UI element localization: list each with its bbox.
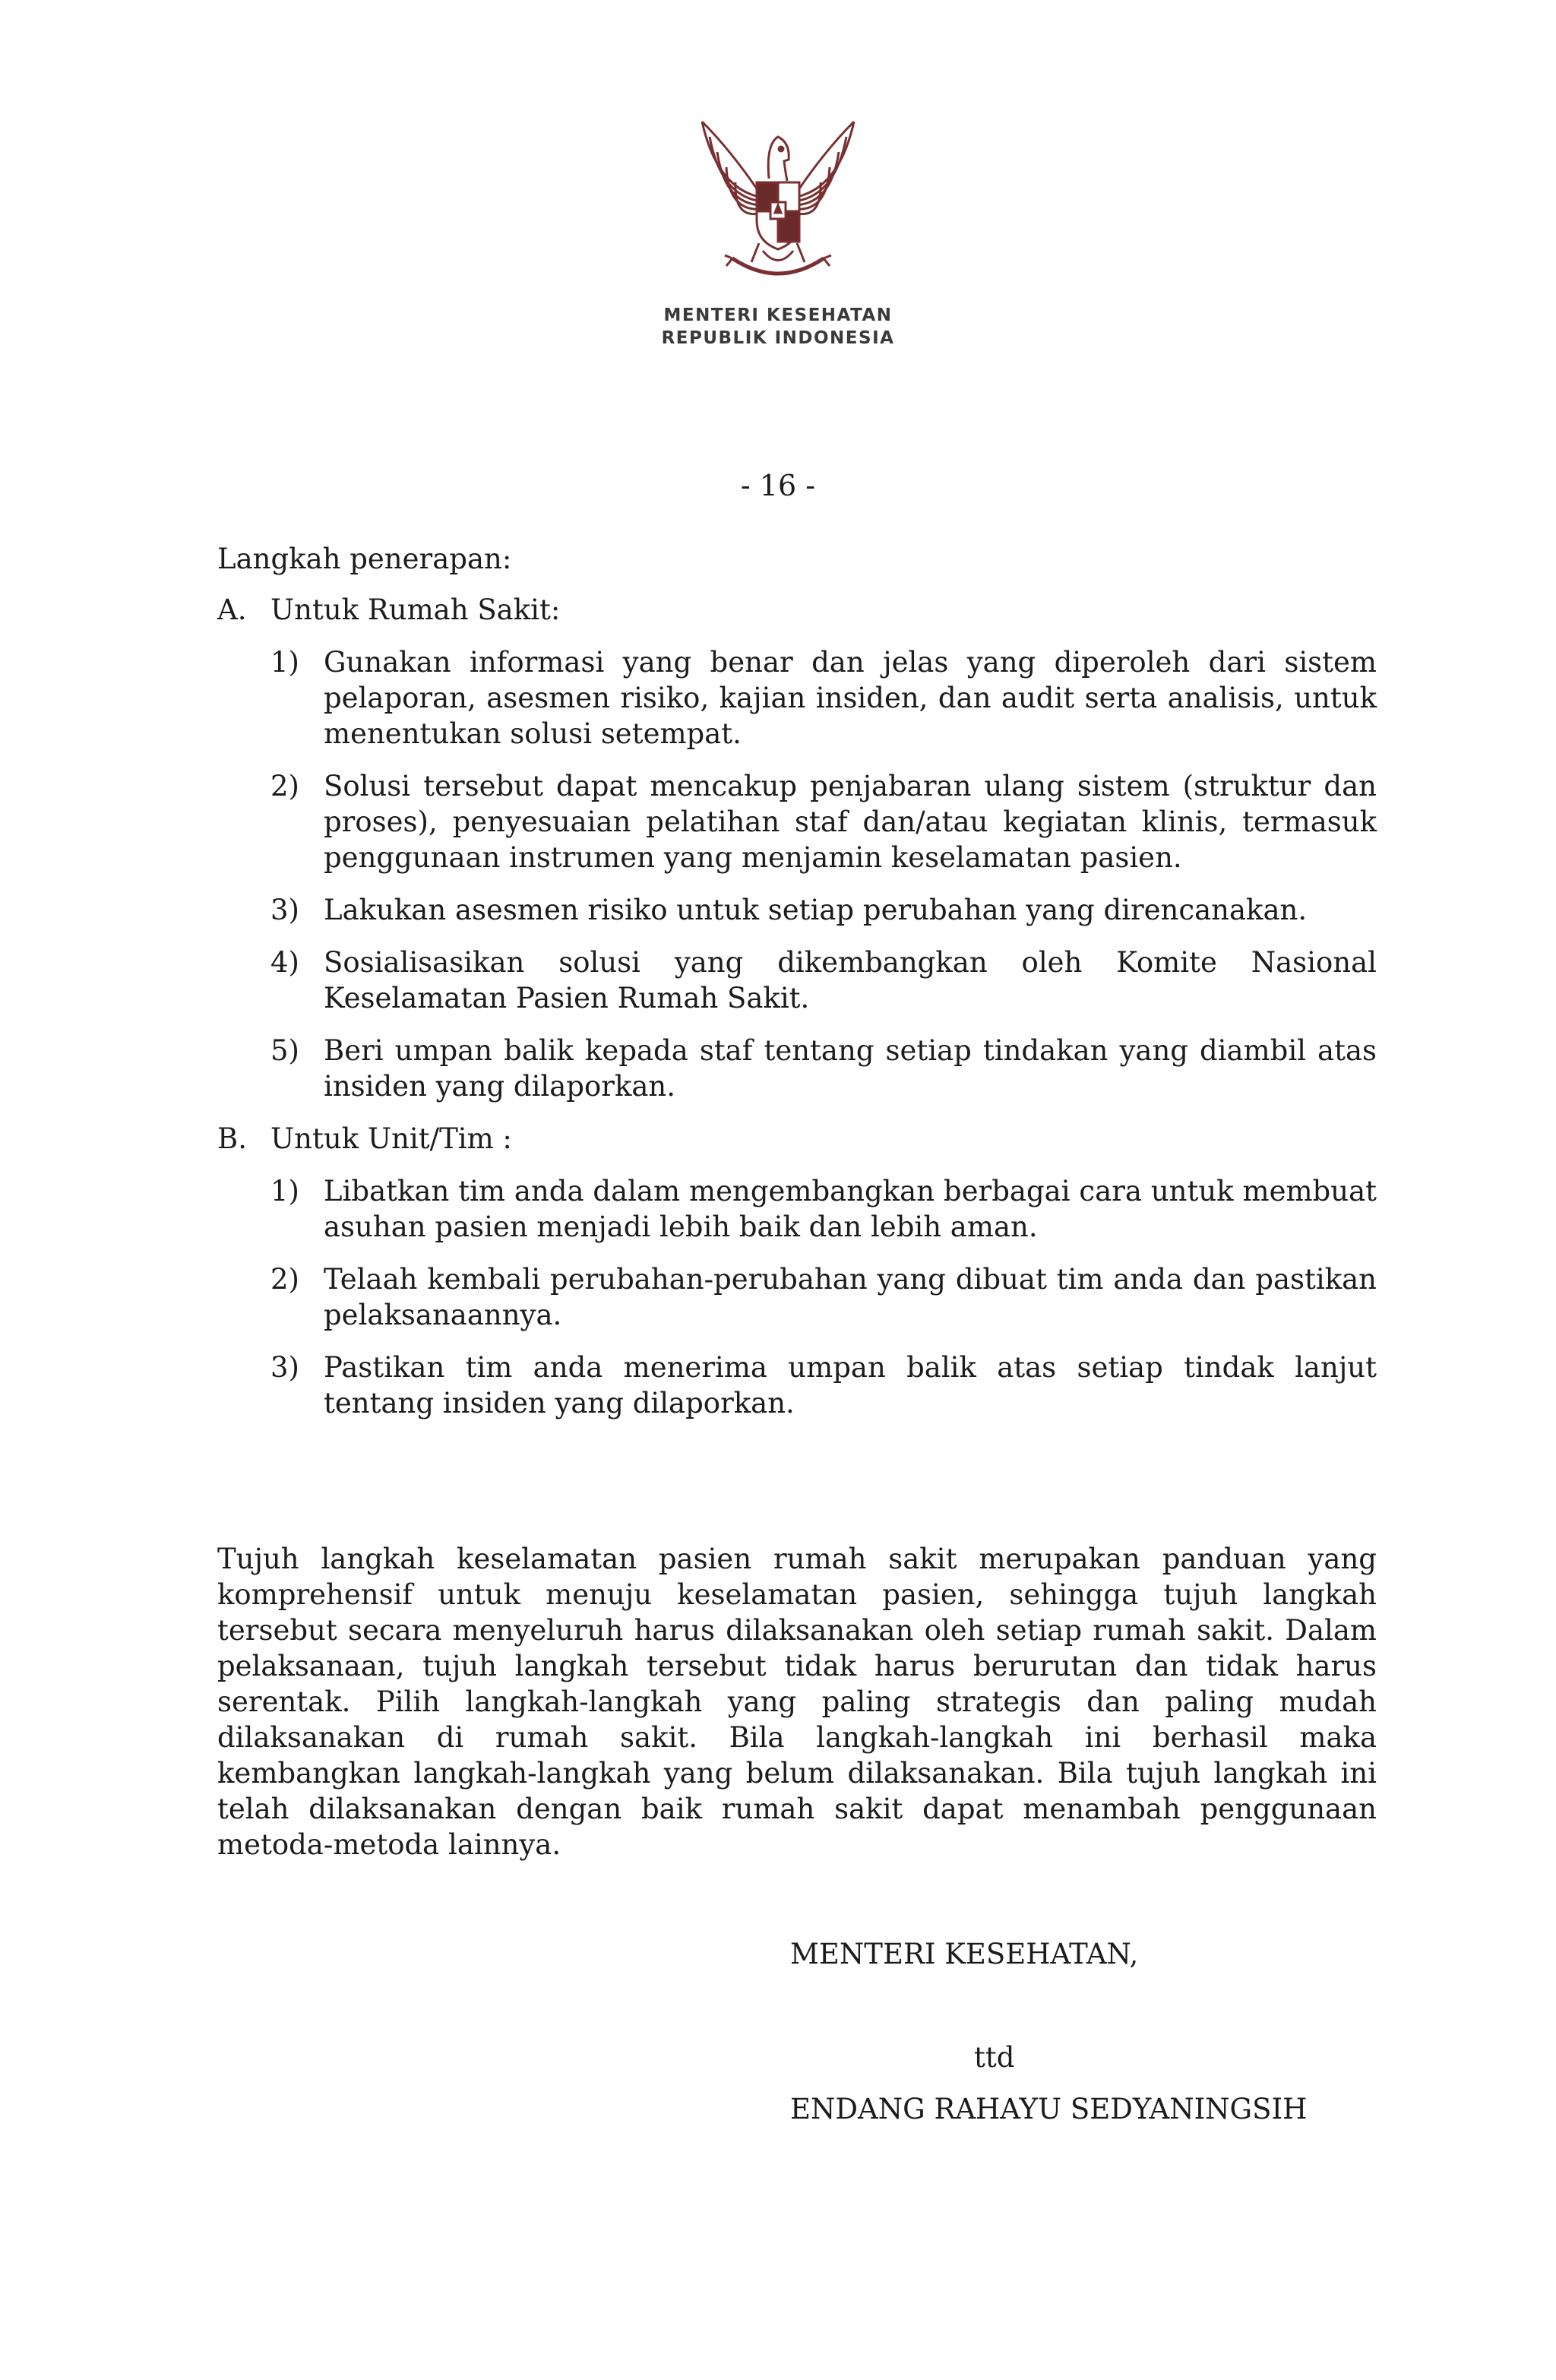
section-b-letter: B. [217, 1122, 247, 1155]
list-item [270, 1033, 1377, 1104]
list-item-number: 5) [270, 1034, 299, 1067]
ministry-line-1: MENTERI KESEHATAN [663, 305, 893, 325]
signature-title: MENTERI KESEHATAN, [790, 1938, 1139, 1970]
ministry-line-2: REPUBLIK INDONESIA [661, 328, 895, 348]
list-item-number: 3) [270, 894, 299, 926]
garuda-emblem-icon [687, 106, 869, 296]
list-item-text: Beri umpan balik kepada staf tentang setiap tindakan yang diambil atas insiden yang dilaporkan. [324, 1034, 1377, 1103]
list-item [270, 1350, 1377, 1421]
list-item-text: Pastikan tim anda menerima umpan balik atas setiap tindak lanjut tentang insiden yang dilaporkan. [324, 1351, 1377, 1419]
list-item [270, 768, 1377, 875]
list-item-number: 3) [270, 1351, 299, 1384]
section-b-list [270, 1173, 1377, 1421]
list-item-number: 2) [270, 1263, 299, 1296]
list-item-text: Gunakan informasi yang benar dan jelas yang diperoleh dari sistem pelaporan, asesmen risiko, kajian insiden, dan audit serta analisis, untuk menentukan solusi setempat. [324, 646, 1377, 750]
signature-ttd: ttd [974, 2041, 1015, 2074]
section-b-title: Untuk Unit/Tim : [270, 1122, 512, 1155]
list-item-number: 1) [270, 1175, 299, 1207]
list-item-number: 2) [270, 770, 299, 802]
list-item-number: 1) [270, 646, 299, 679]
list-item-text: Solusi tersebut dapat mencakup penjabaran ulang sistem (struktur dan proses), penyesuaian pelatihan staf dan/atau kegiatan klinis, termasuk penggunaan instrumen yang menjamin keselamatan pasien. [324, 770, 1377, 874]
section-a-letter: A. [217, 593, 247, 626]
list-item-number: 4) [270, 946, 299, 979]
section-a [217, 592, 1377, 1104]
section-a-title: Untuk Rumah Sakit: [270, 593, 561, 626]
closing-paragraph: Tujuh langkah keselamatan pasien rumah sakit merupakan panduan yang komprehensif untuk menuju keselamatan pasien, sehingga tujuh langkah tersebut secara menyeluruh harus dilaksanakan oleh setiap rumah sakit. Dalam pelaksanaan, tujuh langkah tersebut tidak harus berurutan dan tidak harus serentak. Pilih langkah-langkah yang paling strategis dan paling mudah dilaksanakan di rumah sakit. Bila langkah-langkah ini berhasil maka kembangkan langkah-langkah yang belum dilaksanakan. Bila tujuh langkah ini telah dilaksanakan dengan baik rumah sakit dapat menambah penggunaan metoda-metoda lainnya. [217, 1543, 1377, 1861]
list-item-text: Sosialisasikan solusi yang dikembangkan oleh Komite Nasional Keselamatan Pasien Rumah Sakit. [324, 946, 1377, 1014]
list-item [270, 1173, 1377, 1245]
list-item-text: Lakukan asesmen risiko untuk setiap perubahan yang direncanakan. [324, 894, 1308, 926]
letterhead [0, 106, 1556, 350]
list-item-text: Telaah kembali perubahan-perubahan yang dibuat tim anda dan pastikan pelaksanaannya. [324, 1263, 1377, 1331]
list-item [270, 644, 1377, 752]
document-body [217, 541, 1377, 1438]
page-number: - 16 - [740, 469, 816, 502]
intro-heading: Langkah penerapan: [217, 543, 512, 575]
list-item [270, 892, 1377, 928]
list-item [270, 1261, 1377, 1333]
list-item-text: Libatkan tim anda dalam mengembangkan berbagai cara untuk membuat asuhan pasien menjadi lebih baik dan lebih aman. [324, 1175, 1377, 1243]
signatory-name: ENDANG RAHAYU SEDYANINGSIH [790, 2093, 1308, 2125]
section-a-list [270, 644, 1377, 1104]
list-item [270, 945, 1377, 1016]
section-b [217, 1121, 1377, 1421]
